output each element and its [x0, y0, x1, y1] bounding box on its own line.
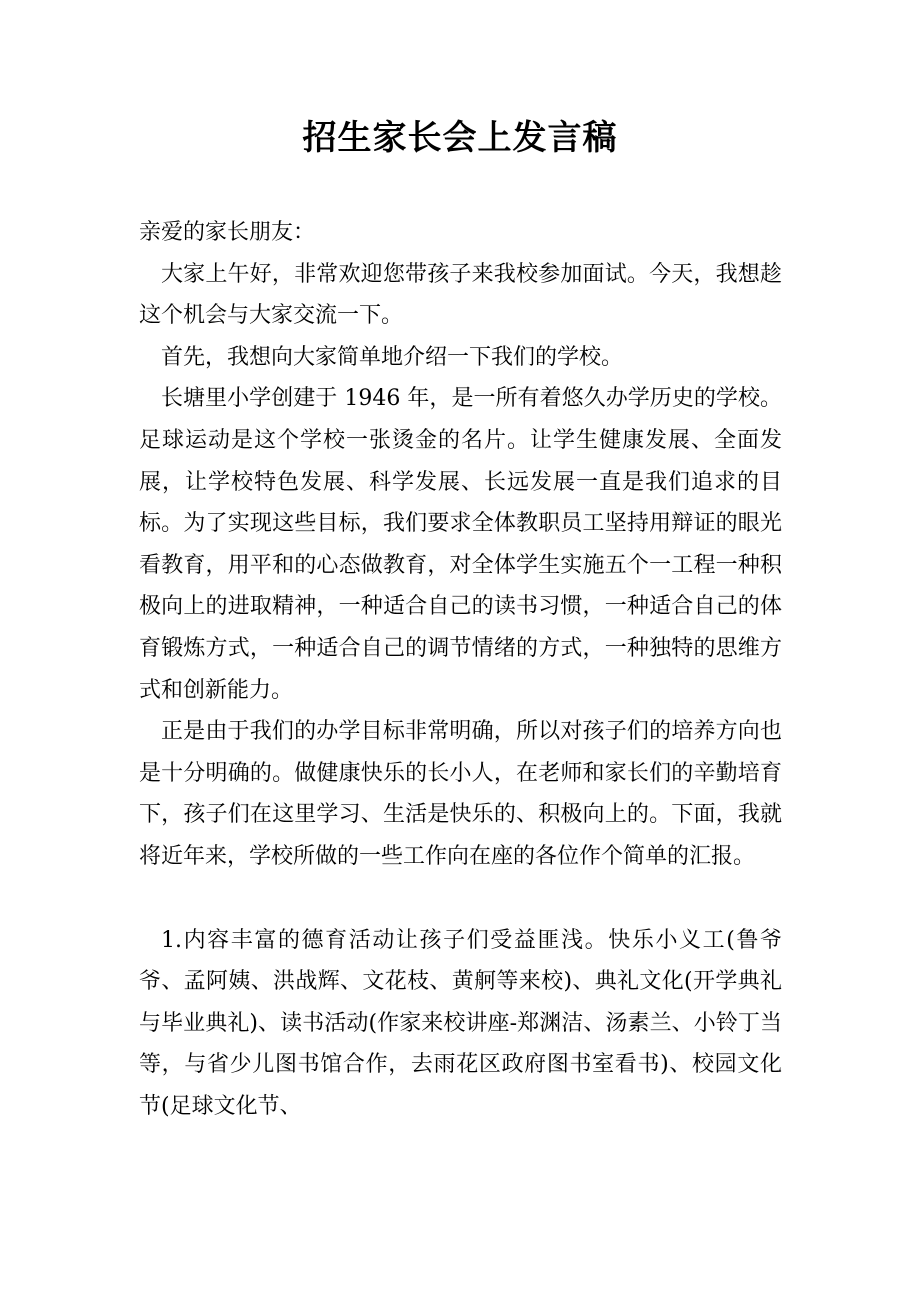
paragraph-spacer — [139, 878, 782, 920]
paragraph-greeting: 大家上午好，非常欢迎您带孩子来我校参加面试。今天，我想趁这个机会与大家交流一下。 — [139, 261, 782, 329]
paragraph-moral-activities: 1.内容丰富的德育活动让孩子们受益匪浅。快乐小义工(鲁爷爷、孟阿姨、洪战辉、文花枝、黄舸等来校)、典礼文化(开学典礼与毕业典礼)、读书活动(作家来校讲座-郑渊洁、汤素兰、小铃丁当等，与省少儿图书馆合作，去雨花区政府图书室看书)、校园文化节(足球文化节、 — [139, 927, 782, 1119]
salutation: 亲爱的家长朋友： — [139, 220, 316, 245]
document-title: 招生家长会上发言稿 — [302, 118, 618, 158]
document-body — [139, 212, 782, 1127]
paragraph-school-history: 长塘里小学创建于 1946 年，是一所有着悠久办学历史的学校。足球运动是这个学校一张烫金的名片。让学生健康发展、全面发展，让学校特色发展、科学发展、长远发展一直是我们追求的目标。为了实现这些目标，我们要求全体教职员工坚持用辩证的眼光看教育，用平和的心态做教育，对全体学生实施五个一工程一种积极向上的进取精神，一种适合自己的读书习惯，一种适合自己的体育锻炼方式，一种适合自己的调节情绪的方式，一种独特的思维方式和创新能力。 — [139, 386, 782, 703]
paragraph-intro: 首先，我想向大家简单地介绍一下我们的学校。 — [161, 344, 624, 370]
paragraph-goals: 正是由于我们的办学目标非常明确，所以对孩子们的培养方向也是十分明确的。做健康快乐的长小人，在老师和家长们的辛勤培育下，孩子们在这里学习、生活是快乐的、积极向上的。下面，我就将近年来，学校所做的一些工作向在座的各位作个简单的汇报。 — [139, 719, 782, 869]
